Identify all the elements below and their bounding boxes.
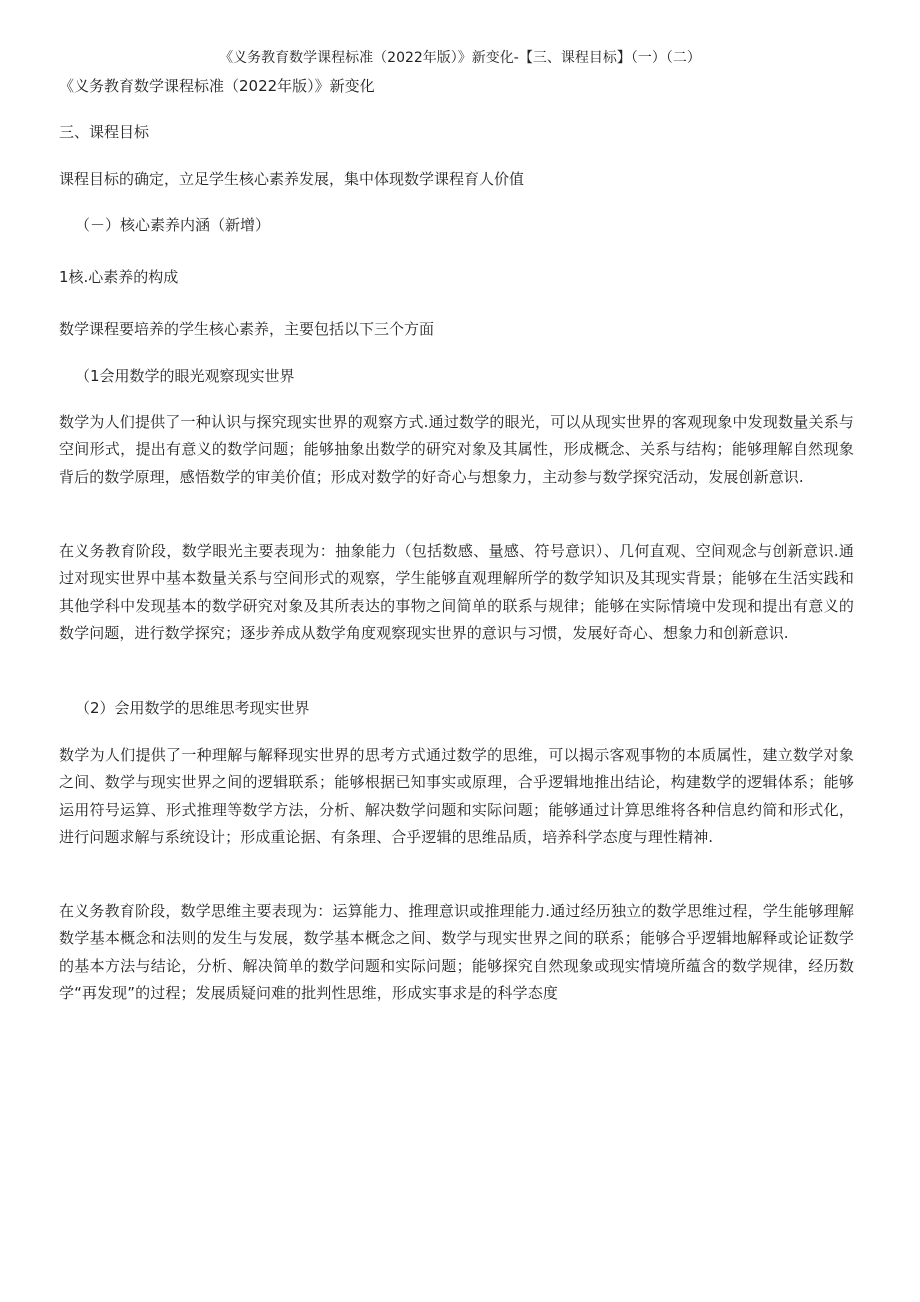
item-2-paragraph-1: 数学为人们提供了一种理解与解释现实世界的思考方式通过数学的思维，可以揭示客观事物的本质属性，建立数学对象之间、数学与现实世界之间的逻辑联系；能够根据已知事实或原理，合乎逻辑地推出结论，构建数学的逻辑体系；能够运用符号运算、形式推理等数学方法，分析、解决数学问题和实际问题；能够通过计算思维将各种信息约简和形式化，进行问题求解与系统设计；形成重论据、有条理、合乎逻辑的思维品质，培养科学态度与理性精神. [59, 746, 854, 847]
sub-heading-core-literacy: （－）核心素养内涵（新增） [75, 216, 271, 234]
point-intro-text: 数学课程要培养的学生核心素养，主要包括以下三个方面 [59, 320, 435, 338]
section-heading: 三、课程目标 [59, 123, 150, 141]
item-1-paragraph-1: 数学为人们提供了一种认识与探究现实世界的观察方式.通过数学的眼光，可以从现实世界的客观现象中发现数量关系与空间形式，提出有意义的数学问题；能够抽象出数学的研究对象及其属性，形成概念、关系与结构；能够理解自然现象背后的数学原理，感悟数学的审美价值；形成对数学的好奇心与想象力，主动参与数学探究活动，发展创新意识. [59, 413, 854, 486]
document-title: 《义务教育数学课程标准（2022年版）》新变化 [59, 77, 375, 95]
item-1-paragraph-2: 在义务教育阶段，数学眼光主要表现为：抽象能力（包括数感、量感、符号意识）、几何直观、空间观念与创新意识.通过对现实世界中基本数量关系与空间形式的观察，学生能够直观理解所学的数学知识及其现实背景；能够在生活实践和其他学科中发现基本的数学研究对象及其所表达的事物之间简单的联系与规律；能够在实际情境中发现和提出有意义的数学问题，进行数学探究；逐步养成从数学角度观察现实世界的意识与习惯，发展好奇心、想象力和创新意识. [59, 542, 854, 643]
item-2-heading: （2）会用数学的思维思考现实世界 [75, 699, 310, 717]
running-header: 《义务教育数学课程标准（2022年版）》新变化-【三、课程目标】（一）（二） [219, 50, 701, 66]
intro-text: 课程目标的确定，立足学生核心素养发展，集中体现数学课程育人价值 [59, 170, 525, 188]
item-1-heading: （1会用数学的眼光观察现实世界 [75, 367, 295, 385]
point-heading-composition: 1核.心素养的构成 [59, 268, 179, 286]
item-2-paragraph-2: 在义务教育阶段，数学思维主要表现为：运算能力、推理意识或推理能力.通过经历独立的数学思维过程，学生能够理解数学基本概念和法则的发生与发展，数学基本概念之间、数学与现实世界之间的联系；能够合乎逻辑地解释或论证数学的基本方法与结论，分析、解决简单的数学问题和实际问题；能够探究自然现象或现实情境所蕴含的数学规律，经历数学“再发现”的过程；发展质疑问难的批判性思维，形成实事求是的科学态度 [59, 902, 854, 1003]
